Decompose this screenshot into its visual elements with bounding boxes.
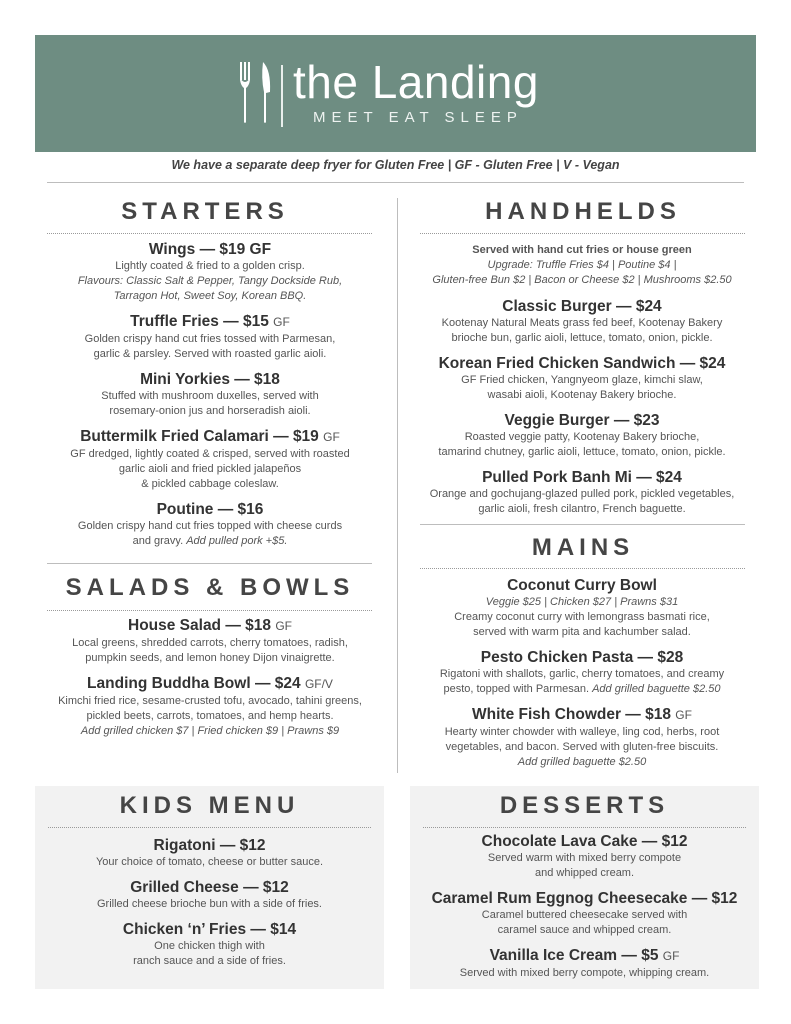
kids-title: KIDS MENU: [119, 792, 300, 819]
item-name: Buttermilk Fried Calamari — $19: [80, 428, 319, 445]
item-title: [410, 946, 759, 966]
item-name: Vanilla Ice Cream — $5: [489, 947, 659, 964]
item-description: tamarind chutney, garlic aioli, lettuce, tomato, onion, pickle.: [438, 446, 726, 458]
item-description: and whipped cream.: [534, 867, 635, 879]
item-title: [40, 500, 380, 519]
item-description: Kimchi fried rice, sesame-crusted tofu, avocado, tahini greens,: [58, 695, 362, 707]
item-title: [412, 354, 752, 373]
kids-item: [35, 878, 384, 912]
mains-title: MAINS: [531, 534, 635, 561]
restaurant-tagline: MEET EAT SLEEP: [313, 109, 523, 126]
mains-rule: [420, 568, 745, 569]
item-description: Served with mixed berry compote, whipping cream.: [459, 967, 710, 979]
item-title: [40, 240, 380, 259]
handhelds-upgrade-line-1: Upgrade: Truffle Fries $4 | Poutine $4 |: [487, 259, 677, 271]
item-title: [412, 576, 752, 595]
item-name: Caramel Rum Eggnog Cheesecake — $12: [431, 890, 738, 907]
mains-item: [412, 648, 752, 697]
item-title: [35, 836, 384, 855]
item-options: Add grilled baguette $2.50: [517, 756, 647, 768]
item-name: Mini Yorkies — $18: [140, 371, 280, 388]
logo-divider: [281, 65, 283, 127]
item-description: GF dredged, lightly coated & crisped, served with roasted: [70, 448, 350, 460]
item-description: garlic & parsley. Served with roasted garlic aioli.: [93, 348, 327, 360]
item-description: Roasted veggie patty, Kootenay Bakery brioche,: [464, 431, 700, 443]
kids-item: [35, 920, 384, 969]
starters-item: [40, 500, 380, 549]
item-title: [40, 616, 380, 636]
column-divider: [397, 198, 398, 773]
handhelds-rule: [420, 233, 745, 234]
item-name: Pulled Pork Banh Mi — $24: [482, 469, 682, 486]
item-name: Classic Burger — $24: [502, 298, 662, 315]
item-description: Served warm with mixed berry compote: [487, 852, 682, 864]
handhelds-item: [412, 297, 752, 346]
item-description: caramel sauce and whipped cream.: [497, 924, 672, 936]
mains-top-rule: [420, 524, 745, 525]
item-title: [40, 674, 380, 694]
item-description-text: pesto, topped with Parmesan.: [443, 683, 593, 695]
desserts-title: DESSERTS: [499, 792, 670, 819]
item-addon: Add grilled baguette $2.50: [592, 683, 721, 695]
fork-knife-icon: [239, 62, 273, 124]
kids-rule: [48, 827, 371, 828]
dietary-tag: GF: [275, 619, 292, 633]
item-description: Caramel buttered cheesecake served with: [481, 909, 688, 921]
starters-item: [40, 240, 380, 304]
handhelds-list: [412, 297, 752, 525]
item-title: [410, 832, 759, 851]
item-name: Pesto Chicken Pasta — $28: [480, 649, 684, 666]
item-description: pumpkin seeds, and lemon honey Dijon vinaigrette.: [85, 652, 335, 664]
handhelds-upgrade-line-2: Gluten-free Bun $2 | Bacon or Cheese $2 | Mushrooms $2.50: [432, 274, 732, 286]
item-title: [412, 468, 752, 487]
handhelds-intro: [412, 243, 752, 288]
item-description: [412, 682, 752, 697]
salads-list: [40, 616, 380, 747]
item-options: Flavours: Classic Salt & Pepper, Tangy Dockside Rub,: [77, 275, 343, 287]
desserts-item: [410, 832, 759, 881]
item-description: garlic aioli and fried pickled jalapeños: [118, 463, 302, 475]
starters-list: [40, 240, 380, 557]
item-title: [35, 878, 384, 897]
starters-title: STARTERS: [121, 198, 289, 225]
handhelds-item: [412, 468, 752, 517]
item-name: Chicken ‘n’ Fries — $14: [122, 921, 297, 938]
item-description: Lightly coated & fried to a golden crisp.: [115, 260, 305, 272]
item-title: [40, 427, 380, 447]
item-name: Grilled Cheese — $12: [130, 879, 289, 896]
item-description: Orange and gochujang-glazed pulled pork, pickled vegetables,: [429, 488, 735, 500]
item-description: & pickled cabbage coleslaw.: [141, 478, 279, 490]
header-banner: [35, 35, 756, 152]
kids-list: [35, 836, 384, 977]
item-title: [410, 889, 759, 908]
item-name: Veggie Burger — $23: [504, 412, 660, 429]
item-description-text: and gravy.: [132, 535, 187, 547]
dietary-tag: GF: [662, 949, 680, 963]
dietary-notice: We have a separate deep fryer for Gluten Free | GF - Gluten Free | V - Vegan: [171, 158, 620, 172]
item-name: Poutine — $16: [156, 501, 264, 518]
item-name: Landing Buddha Bowl — $24: [87, 675, 301, 692]
desserts-item: [410, 946, 759, 981]
restaurant-name: the Landing: [293, 56, 539, 108]
item-name: Rigatoni — $12: [153, 837, 266, 854]
item-description: Grilled cheese brioche bun with a side of fries.: [96, 898, 322, 910]
item-description: Rigatoni with shallots, garlic, cherry tomatoes, and creamy: [439, 668, 725, 680]
item-name: Coconut Curry Bowl: [507, 577, 657, 594]
item-description: ranch sauce and a side of fries.: [133, 955, 286, 967]
item-name: Chocolate Lava Cake — $12: [481, 833, 688, 850]
item-description: wasabi aioli, Kootenay Bakery brioche.: [487, 389, 677, 401]
item-title: [412, 297, 752, 316]
item-description: garlic aioli, fresh cilantro, French baguette.: [478, 503, 686, 515]
item-description: One chicken thigh with: [154, 940, 265, 952]
desserts-list: [410, 832, 759, 989]
salads-item: [40, 616, 380, 666]
kids-item: [35, 836, 384, 870]
item-description: Your choice of tomato, cheese or butter sauce.: [95, 856, 324, 868]
dietary-tag: GF: [323, 430, 340, 444]
dietary-tag: GF: [675, 708, 692, 722]
item-description: Local greens, shredded carrots, cherry tomatoes, radish,: [72, 637, 348, 649]
item-description: pickled beets, carrots, tomatoes, and hemp hearts.: [86, 710, 334, 722]
dietary-tag: GF/V: [304, 677, 333, 691]
mains-item: [412, 576, 752, 640]
item-title: [40, 370, 380, 389]
item-name: White Fish Chowder — $18: [472, 706, 671, 723]
item-description: brioche bun, garlic aioli, lettuce, tomato, onion, pickle.: [451, 332, 713, 344]
desserts-rule: [423, 827, 746, 828]
mains-item: [412, 705, 752, 770]
item-description: Kootenay Natural Meats grass fed beef, Kootenay Bakery: [441, 317, 723, 329]
starters-rule: [47, 233, 372, 234]
item-addon: Add pulled pork +$5.: [186, 535, 288, 547]
item-description: Hearty winter chowder with walleye, ling cod, herbs, root: [444, 726, 720, 738]
item-options: Veggie $25 | Chicken $27 | Prawns $31: [485, 596, 679, 608]
item-description: GF Fried chicken, Yangnyeom glaze, kimchi slaw,: [461, 374, 703, 386]
item-name: Wings — $19 GF: [148, 241, 272, 258]
item-name: House Salad — $18: [128, 617, 272, 634]
item-description: [40, 534, 380, 549]
handhelds-title: HANDHELDS: [485, 198, 681, 225]
item-title: [412, 705, 752, 725]
item-title: [412, 411, 752, 430]
item-name: Truffle Fries — $15: [130, 313, 269, 330]
item-name: Korean Fried Chicken Sandwich — $24: [438, 355, 726, 372]
item-description: Stuffed with mushroom duxelles, served with: [101, 390, 319, 402]
notice-rule: [47, 182, 744, 183]
item-description: Golden crispy hand cut fries tossed with Parmesan,: [84, 333, 336, 345]
item-options: Add grilled chicken $7 | Fried chicken $9 | Prawns $9: [80, 725, 340, 737]
starters-item: [40, 427, 380, 492]
item-description: served with warm pita and kachumber salad.: [473, 626, 691, 638]
starters-item: [40, 312, 380, 362]
salads-item: [40, 674, 380, 739]
item-options: Tarragon Hot, Sweet Soy, Korean BBQ.: [113, 290, 307, 302]
starters-item: [40, 370, 380, 419]
salads-rule: [47, 610, 372, 611]
mains-list: [412, 576, 752, 778]
salads-top-rule: [47, 563, 372, 564]
item-title: [412, 648, 752, 667]
item-description: vegetables, and bacon. Served with gluten-free biscuits.: [445, 741, 719, 753]
desserts-item: [410, 889, 759, 938]
salads-title: SALADS & BOWLS: [65, 574, 355, 601]
item-title: [40, 312, 380, 332]
dietary-tag: GF: [273, 315, 290, 329]
item-description: Golden crispy hand cut fries topped with cheese curds: [77, 520, 343, 532]
item-description: Creamy coconut curry with lemongrass basmati rice,: [454, 611, 710, 623]
handhelds-item: [412, 354, 752, 403]
handhelds-item: [412, 411, 752, 460]
item-description: rosemary-onion jus and horseradish aioli.: [109, 405, 311, 417]
item-title: [35, 920, 384, 939]
handhelds-intro-text: Served with hand cut fries or house green: [472, 244, 692, 256]
